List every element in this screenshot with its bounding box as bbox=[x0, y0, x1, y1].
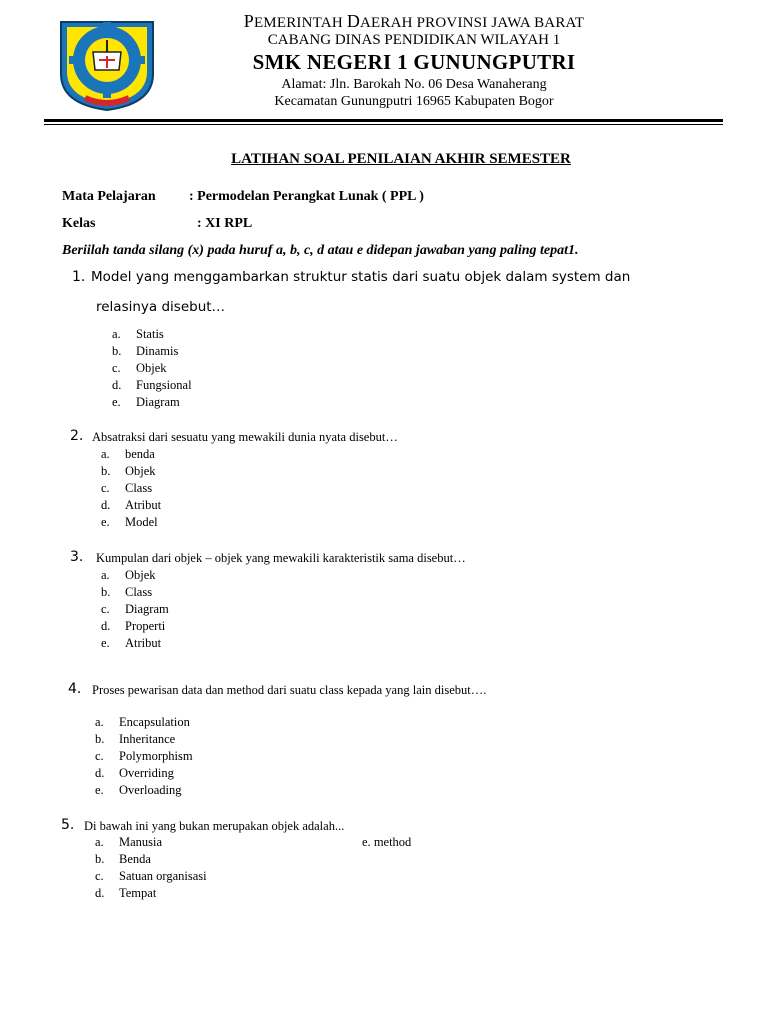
subject-value: : Permodelan Perangkat Lunak ( PPL ) bbox=[189, 189, 424, 204]
question-text: Absatraksi dari sesuatu yang mewakili dunia nyata disebut… bbox=[92, 430, 398, 444]
letterhead bbox=[160, 10, 668, 109]
question-text: Kumpulan dari objek – objek yang mewakili karakteristik sama disebut… bbox=[96, 551, 466, 565]
option-e[interactable]: e. Diagram bbox=[112, 395, 180, 409]
question-number: 1. bbox=[72, 269, 86, 285]
question-text: Di bawah ini yang bukan merupakan objek adalah... bbox=[84, 819, 345, 833]
option-d[interactable]: d. Overriding bbox=[95, 766, 174, 780]
agency-line: CABANG DINAS PENDIDIKAN WILAYAH 1 bbox=[267, 32, 561, 48]
question-number: 4. bbox=[68, 681, 82, 697]
subject-label: Mata Pelajaran bbox=[62, 189, 156, 204]
option-a[interactable]: a. Encapsulation bbox=[95, 715, 190, 729]
option-c[interactable]: c. Objek bbox=[112, 361, 167, 375]
option-b[interactable]: b. Inheritance bbox=[95, 732, 176, 746]
class-label: Kelas bbox=[62, 216, 96, 231]
school-name: SMK NEGERI 1 GUNUNGPUTRI bbox=[252, 50, 576, 74]
address-line-2: Kecamatan Gunungputri 16965 Kabupaten Bogor bbox=[274, 94, 554, 109]
option-d[interactable]: d. Fungsional bbox=[112, 378, 192, 392]
school-logo bbox=[55, 12, 159, 112]
question-number: 2. bbox=[70, 428, 84, 444]
question-number: 3. bbox=[70, 549, 84, 565]
instruction: Beriilah tanda silang (x) pada huruf a, b, c, d atau e didepan jawaban yang paling tepat1. bbox=[62, 243, 579, 258]
question-number: 5. bbox=[61, 817, 75, 833]
option-e[interactable]: e. Overloading bbox=[95, 783, 182, 797]
option-c[interactable]: c. Polymorphism bbox=[95, 749, 193, 763]
question-text-line-1: Model yang menggambarkan struktur statis dari suatu objek dalam system dan bbox=[91, 269, 631, 285]
option-b[interactable]: b. Class bbox=[101, 585, 153, 599]
address-line-1: Alamat: Jln. Barokah No. 06 Desa Wanaherang bbox=[281, 77, 547, 92]
option-e[interactable]: e. method bbox=[362, 835, 412, 849]
government-line: PEMERINTAH DAERAH PROVINSI JAWA BARAT bbox=[243, 11, 585, 31]
option-c[interactable]: c. Class bbox=[101, 481, 153, 495]
option-a[interactable]: a. Objek bbox=[101, 568, 156, 582]
header-divider-thin bbox=[44, 124, 723, 125]
class-row bbox=[62, 216, 253, 232]
subject-row bbox=[62, 189, 424, 205]
option-d[interactable]: d. Tempat bbox=[95, 886, 157, 900]
option-b[interactable]: b. Dinamis bbox=[112, 344, 179, 358]
question-text: Proses pewarisan data dan method dari suatu class kepada yang lain disebut…. bbox=[92, 683, 487, 697]
option-c[interactable]: c. Diagram bbox=[101, 602, 169, 616]
option-a[interactable]: a. benda bbox=[101, 447, 155, 461]
option-a[interactable]: a. Statis bbox=[112, 327, 164, 341]
option-b[interactable]: b. Benda bbox=[95, 852, 151, 866]
option-d[interactable]: d. Properti bbox=[101, 619, 166, 633]
header-divider-thick bbox=[44, 119, 723, 122]
exam-title: LATIHAN SOAL PENILAIAN AKHIR SEMESTER bbox=[231, 151, 571, 167]
question-text-line-2: relasinya disebut… bbox=[96, 299, 226, 315]
option-b[interactable]: b. Objek bbox=[101, 464, 156, 478]
class-value: : XI RPL bbox=[197, 216, 253, 231]
option-e[interactable]: e. Model bbox=[101, 515, 158, 529]
option-a[interactable]: a. Manusia bbox=[95, 835, 163, 849]
option-c[interactable]: c. Satuan organisasi bbox=[95, 869, 207, 883]
option-d[interactable]: d. Atribut bbox=[101, 498, 162, 512]
option-e[interactable]: e. Atribut bbox=[101, 636, 162, 650]
